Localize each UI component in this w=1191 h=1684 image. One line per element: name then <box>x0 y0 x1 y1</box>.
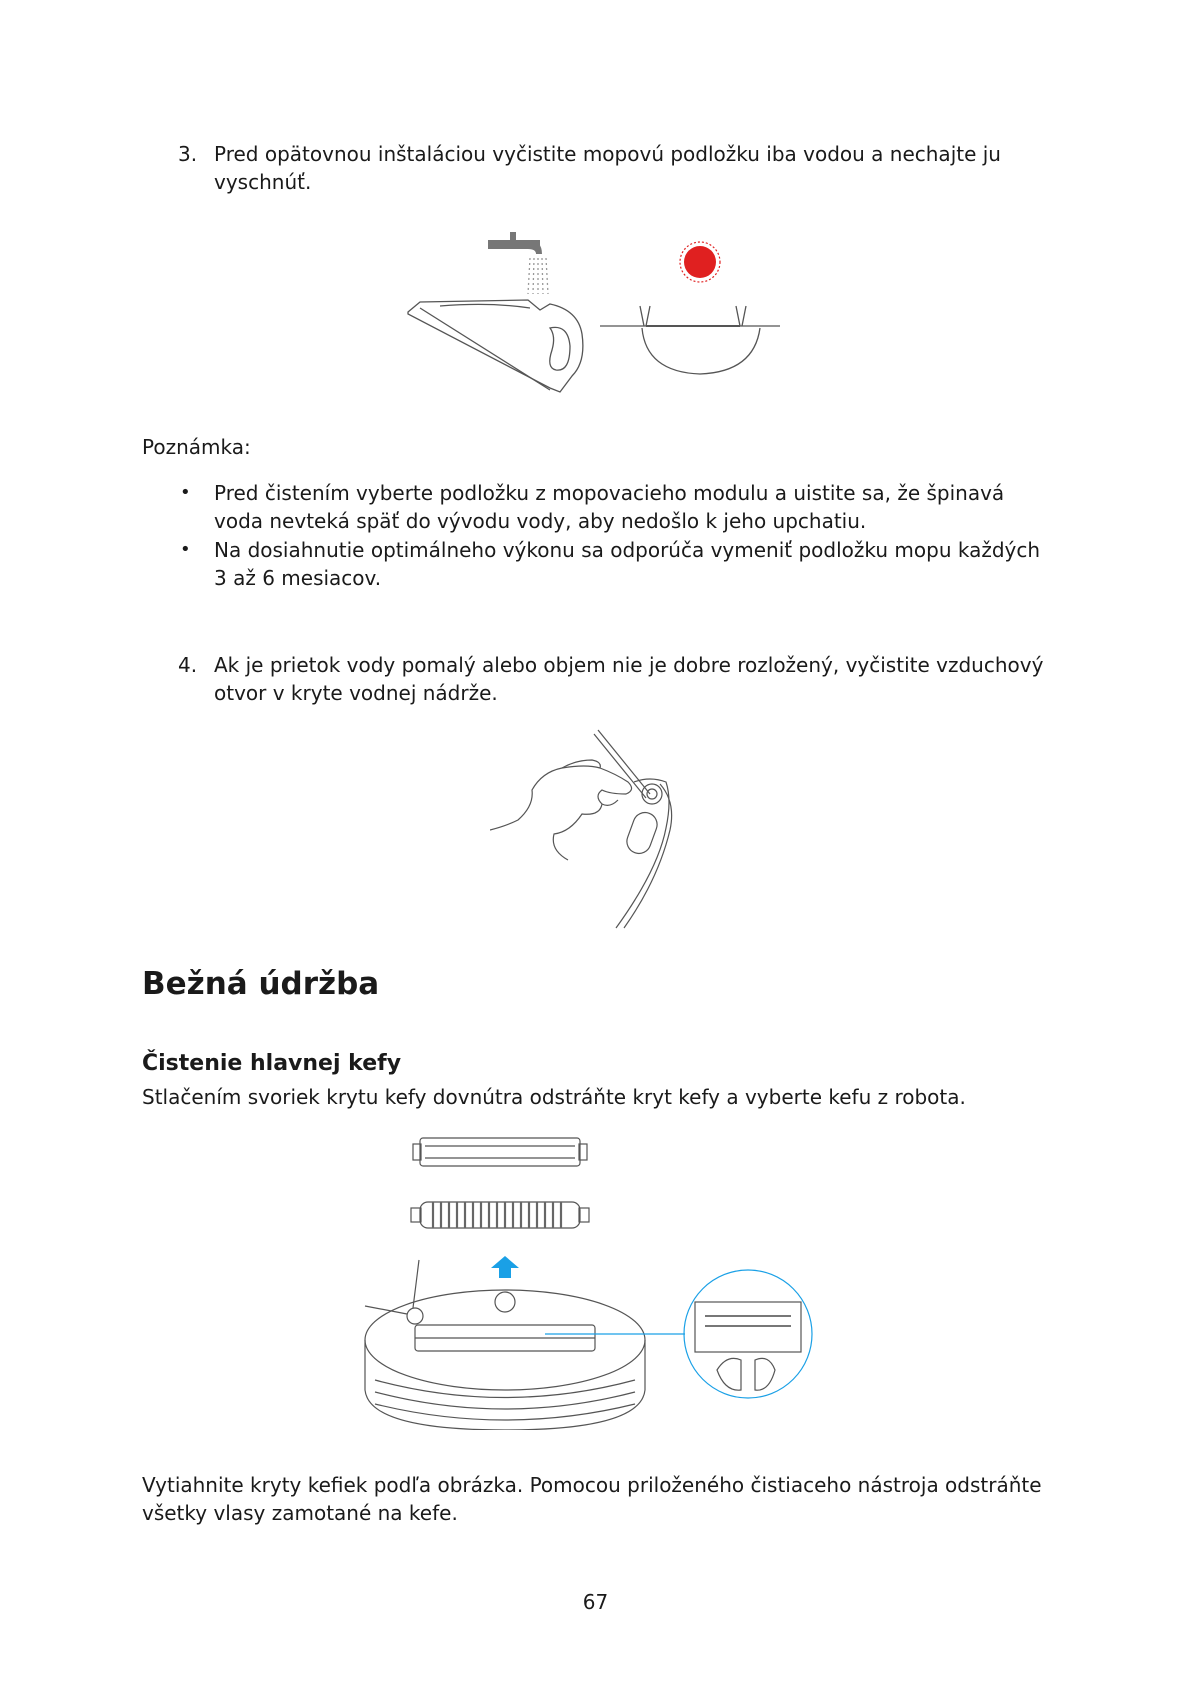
up-arrow-icon <box>491 1256 519 1278</box>
brush-clip-zoom-icon <box>545 1270 812 1398</box>
step-3-line-1: Pred opätovnou inštaláciou vyčistite mopovú podložku iba vodou a nechajte ju <box>214 142 1001 166</box>
section-outro-line-1: Vytiahnite kryty kefiek podľa obrázka. Pomocou priloženého čistiaceho nástroja odstráňte <box>142 1473 1042 1497</box>
brush-cover-icon <box>413 1138 587 1166</box>
note-label: Poznámka: <box>142 435 251 459</box>
section-intro: Stlačením svoriek krytu kefy dovnútra odstráňte kryt kefy a vyberte kefu z robota. <box>142 1085 966 1109</box>
note-bullet-2-line-2: 3 až 6 mesiacov. <box>214 566 382 590</box>
step-4-line-1: Ak je prietok vody pomalý alebo objem nie je dobre rozložený, vyčistite vzduchový <box>214 653 1044 677</box>
step-4-number: 4. <box>178 653 198 677</box>
page-number: 67 <box>582 1590 609 1614</box>
step-3-line-2: vyschnúť. <box>214 170 312 194</box>
drying-mop-icon <box>642 328 760 374</box>
section-title: Bežná údržba <box>142 966 380 1002</box>
main-brush-removal-illustration <box>355 1130 825 1430</box>
main-brush-icon <box>411 1202 589 1228</box>
robot-vacuum-icon <box>365 1260 645 1430</box>
red-indicator-icon <box>680 242 720 282</box>
mop-pad-icon <box>408 300 583 392</box>
section-outro-line-2: všetky vlasy zamotané na kefe. <box>142 1501 458 1525</box>
note-bullet-2-line-1: Na dosiahnutie optimálneho výkonu sa odporúča vymeniť podložku mopu každých <box>214 538 1041 562</box>
mop-pad-cleaning-illustration <box>400 222 790 402</box>
note-bullet-1-line-1: Pred čistením vyberte podložku z mopovacieho modulu a uistite sa, že špinavá <box>214 481 1005 505</box>
section-subtitle: Čistenie hlavnej kefy <box>142 1051 402 1076</box>
step-4-line-2: otvor v kryte vodnej nádrže. <box>214 681 498 705</box>
water-stream-icon <box>528 258 548 294</box>
bullet-dot: • <box>180 539 191 560</box>
hand-icon <box>490 766 632 860</box>
step-3-number: 3. <box>178 142 198 166</box>
note-bullet-1-line-2: voda nevteká späť do vývodu vody, aby nedošlo k jeho upchatiu. <box>214 509 867 533</box>
air-hole-cleaning-illustration <box>490 720 710 930</box>
bullet-dot: • <box>180 482 191 503</box>
